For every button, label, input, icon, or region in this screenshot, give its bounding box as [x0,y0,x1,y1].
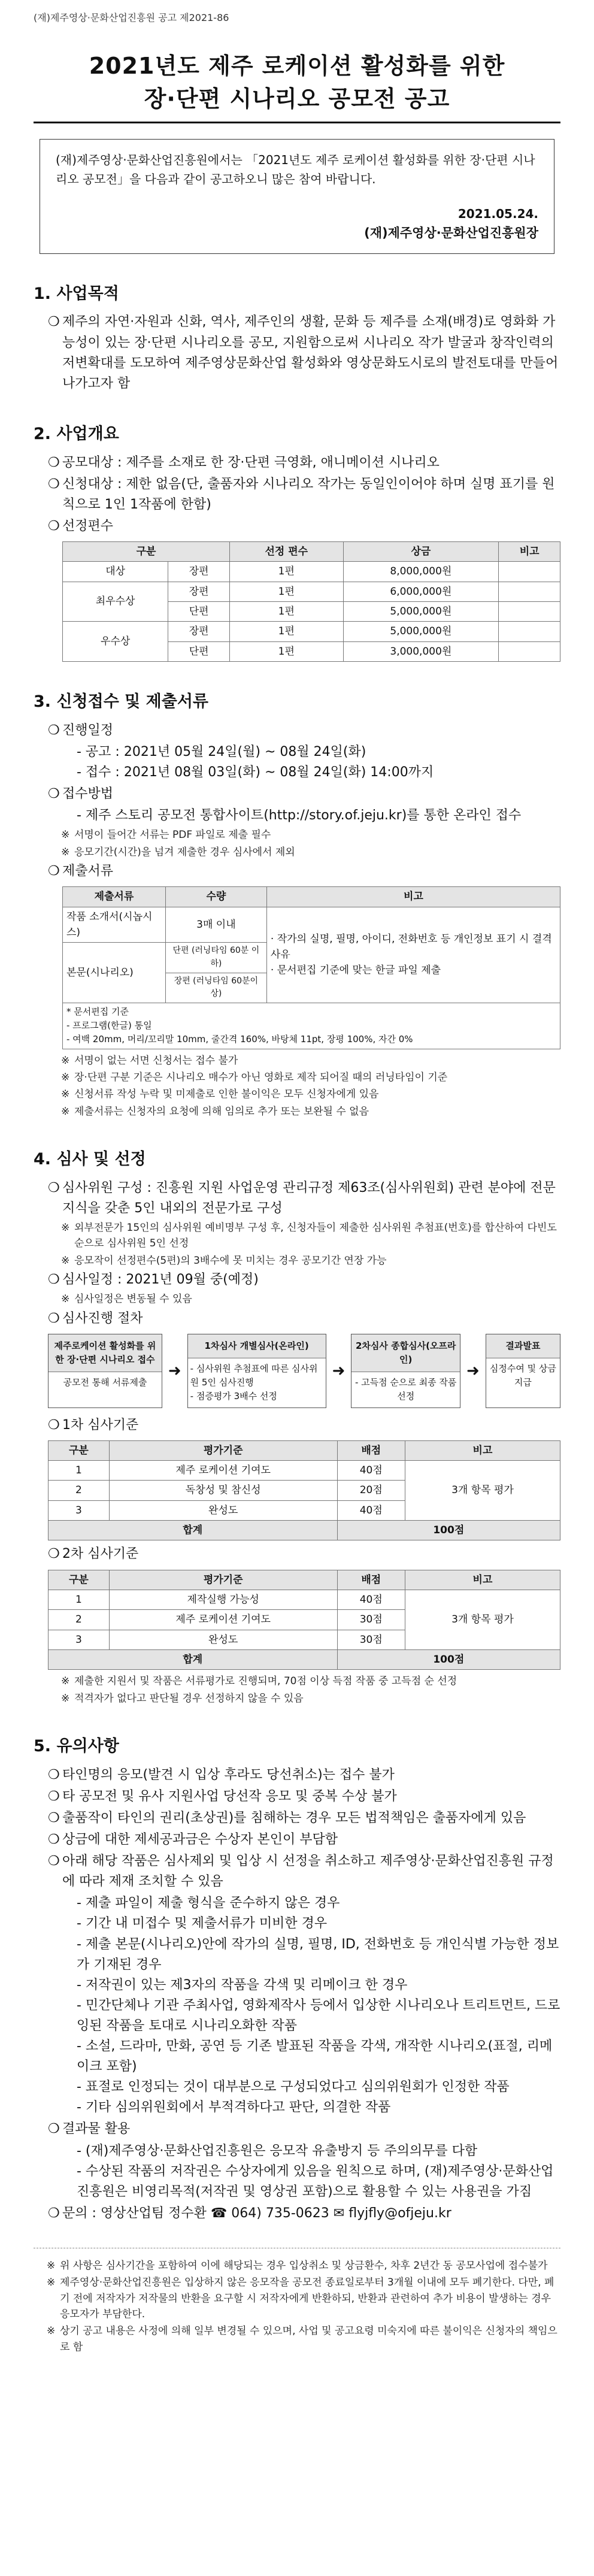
s3-note-4-text: 장·단편 구분 기준은 시나리오 매수가 아닌 영화로 제작 되어질 때의 러닝타임이 기준 [74,1071,448,1084]
flow-step-2 [187,1334,326,1408]
prize-type: 단편 [168,602,230,622]
s4-note-2 [48,1253,560,1269]
section-3-heading: 3. 신청접수 및 제출서류 [34,692,208,712]
circle-bullet-icon: ❍ [48,2121,60,2137]
table-row [63,622,560,641]
s5-item-text: 타 공모전 및 유사 지원사업 당선작 응모 및 중복 수상 불가 [62,1788,397,1804]
result-usage-item: - (재)제주영상·문화산업진흥원은 응모작 유출방지 등 주의의무를 다함 [77,2143,478,2159]
page-title-line2: 장·단편 시나리오 공모전 공고 [144,85,450,112]
s5-result-usage-text: 결과물 활용 [62,2121,131,2137]
prize-count: 1편 [230,562,344,582]
s4-note-1 [48,1220,560,1252]
doc-name: 작품 소개서(시놉시스) [63,907,166,943]
table-row [49,1521,560,1540]
crit-score: 40점 [337,1500,405,1520]
circle-bullet-icon: ❍ [48,518,60,534]
table-row [63,562,560,582]
schedule-announce: - 공고 : 2021년 05월 24일(월) ~ 08월 24일(화) [77,744,366,760]
round1-criteria-table [48,1440,560,1541]
round2-criteria-title [48,1544,560,1564]
doc-name: 본문(시나리오) [63,943,166,1003]
s5-item-text: 출품작이 타인의 권리(초상권)를 침해하는 경우 모든 법적책임은 출품자에게 있음 [62,1811,526,1826]
flow-step-4-title: 결과발표 [486,1334,560,1358]
s4-item1 [48,1178,560,1219]
crit-score: 40점 [337,1590,405,1609]
prize-amount: 6,000,000원 [343,582,499,601]
crit-total-label: 합계 [49,1521,338,1540]
circle-bullet-icon: ❍ [48,2205,60,2221]
crit-no: 2 [49,1481,110,1500]
s5-item [48,1851,560,1892]
flow-step-3-title: 2차심사 종합심사(오프라인) [351,1334,460,1373]
reference-mark-icon: ※ [61,1675,70,1688]
arrow-right-icon: ➜ [168,1361,181,1380]
s5-result-usage [48,2119,560,2139]
reference-mark-icon: ※ [61,1054,70,1067]
prize-note [499,562,560,582]
crit-head-no: 구분 [49,1570,110,1590]
exclusion-item: - 기간 내 미접수 및 제출서류가 미비한 경우 [77,1916,328,1932]
s5-item [48,1787,560,1807]
crit-head-no: 구분 [49,1440,110,1460]
document-number: (재)제주영상·문화산업진흥원 공고 제2021-86 [34,12,229,23]
result-usage-item: - 수상된 작품의 저작권은 수상자에게 있음을 원칙으로 하며, (재)제주영상·문화산업진흥원은 비영리목적(저작권 및 영상권 포함)으로 활용할 수 있는 사용권을 가짐 [77,2163,554,2199]
s2-item3 [48,516,560,537]
prize-amount: 5,000,000원 [343,622,499,641]
s4-note-4 [48,1673,560,1689]
section-2-heading: 2. 사업개요 [34,424,119,443]
documents-table [62,886,560,1049]
s4-note-3 [48,1291,560,1307]
criteria-head [49,1440,560,1460]
circle-bullet-icon: ❍ [48,786,60,802]
s3-note-5-text: 신청서류 작성 누락 및 미제출로 인한 불이익은 모두 신청자에게 있음 [74,1088,379,1101]
crit-head-criteria: 평가기준 [109,1570,337,1590]
crit-no: 1 [49,1590,110,1609]
prize-type: 장편 [168,622,230,641]
prize-count: 1편 [230,602,344,622]
intro-box [40,139,554,254]
section-4-heading: 4. 심사 및 선정 [34,1150,146,1169]
circle-bullet-icon: ❍ [48,1854,60,1869]
prize-amount: 5,000,000원 [343,602,499,622]
s3-note-1-text: 서명이 들어간 서류는 PDF 파일로 제출 필수 [74,829,271,841]
exclusion-item: - 제출 파일이 제출 형식을 준수하지 않은 경우 [77,1896,340,1911]
s5-item-text: 타인명의 응모(발견 시 입상 후라도 당선취소)는 접수 불가 [62,1767,395,1782]
flow-step-4-desc: 심정수여 및 상금지급 [489,1363,556,1388]
doc-note: · 작가의 실명, 필명, 아이디, 전화번호 등 개인정보 표기 시 결격사유 · 문서편집 기준에 맞는 한글 파일 제출 [266,907,560,1003]
s3-item1-text: 진행일정 [62,722,114,738]
reference-mark-icon: ※ [61,1071,70,1084]
s4-note-1-text: 외부전문가 15인의 심사위원 예비명부 구성 후, 신청자들이 제출한 심사위원 추첨표(번호)를 합산하여 다빈도 순으로 심사위원 5인 선정 [74,1222,557,1250]
circle-bullet-icon: ❍ [48,1310,60,1326]
crit-score: 20점 [337,1481,405,1500]
round2-criteria-title-text: 2차 심사기준 [62,1546,139,1562]
prize-type: 단편 [168,641,230,661]
s3-item1 [48,721,560,741]
flow-step-3-desc: - 고득점 순으로 최종 작품 선정 [355,1377,457,1402]
prize-amount: 3,000,000원 [343,641,499,661]
reference-mark-icon: ※ [61,1088,70,1101]
crit-name: 독창성 및 참신성 [109,1481,337,1500]
bottom-note-2 [34,2275,560,2322]
prize-grade: 우수상 [63,622,168,662]
crit-total-label: 합계 [49,1649,338,1669]
circle-bullet-icon: ❍ [48,476,60,492]
reference-mark-icon: ※ [61,1254,70,1267]
crit-head-note: 비고 [405,1570,560,1590]
prize-grade: 대상 [63,562,168,582]
crit-name: 제작실행 가능성 [109,1590,337,1609]
crit-total-value: 100점 [337,1521,560,1540]
prize-note [499,582,560,601]
schedule-receipt: - 접수 : 2021년 08월 03일(화) ~ 08월 24일(화) 14:00까지 [77,765,434,780]
crit-score: 40점 [337,1461,405,1481]
exclusion-item: - 저작권이 있는 제3자의 작품을 각색 및 리메이크 한 경우 [77,1977,408,1993]
crit-note: 3개 항목 평가 [405,1590,560,1649]
s4-item2-text: 심사일정 : 2021년 09월 중(예정) [62,1272,259,1288]
page-title-line1: 2021년도 제주 로케이션 활성화를 위한 [89,52,505,79]
flow-step-2-title: 1차심사 개별심사(온라인) [188,1334,326,1358]
circle-bullet-icon: ❍ [48,1832,60,1848]
s5-item [48,1830,560,1850]
s3-note-1 [48,827,560,843]
s2-item1-text: 공모대상 : 제주를 소재로 한 장·단편 극영화, 애니메이션 시나리오 [62,455,440,470]
flow-step-4 [486,1334,560,1408]
circle-bullet-icon: ❍ [48,1788,60,1804]
crit-head-criteria: 평가기준 [109,1440,337,1460]
doc-head-note: 비고 [266,887,560,907]
reference-mark-icon: ※ [61,829,70,841]
table-row [63,1003,560,1049]
circle-bullet-icon: ❍ [48,314,60,330]
crit-name: 완성도 [109,1500,337,1520]
s4-item3-text: 심사진행 절차 [62,1310,143,1326]
s3-item2 [48,784,560,804]
s3-note-2 [48,844,560,860]
circle-bullet-icon: ❍ [48,1180,60,1195]
prize-count: 1편 [230,641,344,661]
s1-body-text: 제주의 자연·자원과 신화, 역사, 제주인의 생활, 문화 등 제주를 소재(배경)로 영화화 가능성이 있는 장·단편 시나리오를 공모, 지원함으로써 시나리오 작가 발굴과 창작인력의 저변확대를 도모하여 제주영상문화산업 활성화와 영상문화도시로의 발전토대를 만들어 나가고자 함 [62,314,559,391]
contact-text: 문의 : 영상산업팀 정수환 ☎ 064) 735-0623 ✉ flyjfly@ofjeju.kr [62,2205,451,2221]
s5-item [48,1765,560,1785]
table-row [63,907,560,943]
table-row [49,1461,560,1481]
reference-mark-icon: ※ [61,1222,70,1234]
bottom-notes [34,2248,560,2355]
s4-item1-text: 심사위원 구성 : 진흥원 지원 사업운영 관리규정 제63조(심사위원회) 관련 분야에 전문지식을 갖춘 5인 내외의 전문가로 구성 [62,1180,556,1216]
prize-type: 장편 [168,582,230,601]
crit-name: 제주 로케이션 기여도 [109,1461,337,1481]
round1-criteria-title-text: 1차 심사기준 [62,1417,139,1433]
crit-total-value: 100점 [337,1649,560,1669]
doc-head-qty: 수량 [165,887,266,907]
exclusion-item: - 소설, 드라마, 만화, 공연 등 기존 발표된 작품을 각색, 개작한 시나리오(표절, 리메이크 포함) [77,2039,553,2075]
arrow-right-icon: ➜ [466,1361,480,1380]
intro-date: 2021.05.24. [457,206,538,221]
prize-note [499,622,560,641]
exclusion-item: - 기타 심의위원회에서 부적격하다고 판단, 의결한 작품 [77,2100,391,2115]
flow-step-1-desc: 공모전 통해 서류제출 [63,1377,147,1388]
bottom-note-3 [34,2323,560,2355]
bottom-note-1-text: 위 사항은 심사기간을 포함하여 이에 해당되는 경우 입상취소 및 상금환수, 차후 2년간 동 공모사업에 접수불가 [60,2259,548,2272]
documents-table-head [63,887,560,907]
prize-table [62,541,560,662]
table-row [49,1649,560,1669]
crit-name: 완성도 [109,1630,337,1649]
title-block [69,50,525,116]
s3-note-4 [48,1070,560,1085]
crit-no: 2 [49,1610,110,1630]
doc-qty: 장편 (러닝타임 60분이상) [165,973,266,1003]
s3-item3 [48,861,560,882]
prize-head-category: 구분 [63,542,230,562]
flow-step-2-desc: - 심사위원 추첨표에 따른 심사위원 5인 심사진행 - 점증평가 3배수 선정 [190,1363,318,1402]
submission-method: - 제주 스토리 공모전 통합사이트(http://story.of.jeju.kr)를 통한 온라인 접수 [77,808,522,824]
crit-no: 1 [49,1461,110,1481]
crit-no: 3 [49,1630,110,1649]
s3-note-5 [48,1086,560,1102]
s2-item1 [48,453,560,473]
doc-head-name: 제출서류 [63,887,166,907]
doc-qty: 3매 이내 [165,907,266,943]
s4-item2 [48,1270,560,1290]
crit-head-score: 배점 [337,1570,405,1590]
s5-contact [48,2203,560,2224]
prize-amount: 8,000,000원 [343,562,499,582]
s3-note-6-text: 제출서류는 신청자의 요청에 의해 임의로 추가 또는 보완될 수 없음 [74,1105,369,1118]
s1-body [48,312,560,393]
flow-step-1 [48,1334,162,1408]
intro-org: (재)제주영상·문화산업진흥원장 [364,225,538,240]
circle-bullet-icon: ❍ [48,1546,60,1562]
s3-note-6 [48,1104,560,1119]
section-5-heading: 5. 유의사항 [34,1736,119,1755]
reference-mark-icon: ※ [61,1105,70,1118]
intro-text: (재)제주영상·문화산업진흥원에서는 「2021년도 제주 로케이션 활성화를 위한 장·단편 시나리오 공모전」을 다음과 같이 공고하오니 많은 참여 바랍니다. [56,152,535,186]
doc-format-rule: * 문서편집 기준 - 프로그램(한글) 통일 - 여백 20mm, 머리/꼬리말 10mm, 줄간격 160%, 바탕체 11pt, 장평 100%, 자간 0% [63,1003,560,1049]
s5-item [48,1808,560,1829]
prize-head-count: 선정 편수 [230,542,344,562]
round1-criteria-title [48,1415,560,1436]
s3-item2-text: 접수방법 [62,786,114,802]
s4-note-5 [48,1691,560,1706]
prize-head-note: 비고 [499,542,560,562]
prize-note [499,641,560,661]
prize-count: 1편 [230,622,344,641]
s4-note-4-text: 제출한 지원서 및 작품은 서류평가로 진행되며, 70점 이상 득점 작품 중 고득점 순 선정 [74,1675,457,1688]
section-1-heading: 1. 사업목적 [34,284,119,303]
s5-item-text: 상금에 대한 제세공과금은 수상자 본인이 부담함 [62,1832,338,1848]
s4-note-2-text: 응모작이 선정편수(5편)의 3배수에 못 미치는 경우 공모기간 연장 가능 [74,1254,387,1267]
flow-step-1-title: 제주로케이션 활성화를 위한 장·단편 시나리오 접수 [49,1334,162,1373]
s5-item-text: 아래 해당 작품은 심사제외 및 입상 시 선정을 취소하고 제주영상·문화산업진흥원 규정에 따라 제재 조치할 수 있음 [62,1854,554,1890]
reference-mark-icon: ※ [47,2259,56,2272]
crit-score: 30점 [337,1610,405,1630]
s2-item3-text: 선정편수 [62,518,114,534]
s2-item2 [48,474,560,515]
crit-head-note: 비고 [405,1440,560,1460]
circle-bullet-icon: ❍ [48,455,60,470]
bottom-note-3-text: 상기 공고 내용은 사정에 의해 일부 변경될 수 있으며, 사업 및 공고요령 미숙지에 따른 불이익은 신청자의 책임으로 함 [60,2325,557,2353]
circle-bullet-icon: ❍ [48,1767,60,1782]
exclusion-item: - 제출 본문(시나리오)안에 작가의 실명, 필명, ID, 전화번호 등 개인식별 가능한 정보가 기재된 경우 [77,1936,559,1972]
s3-note-3-text: 서명이 없는 서면 신청서는 접수 불가 [74,1054,238,1067]
s3-item3-text: 제출서류 [62,864,114,879]
circle-bullet-icon: ❍ [48,1811,60,1826]
bottom-note-1 [34,2258,560,2274]
reference-mark-icon: ※ [47,2325,56,2338]
round2-criteria-table [48,1570,560,1670]
review-flow [48,1334,560,1408]
crit-no: 3 [49,1500,110,1520]
prize-count: 1편 [230,582,344,601]
reference-mark-icon: ※ [61,1692,70,1705]
crit-note: 3개 항목 평가 [405,1461,560,1521]
circle-bullet-icon: ❍ [48,722,60,738]
circle-bullet-icon: ❍ [48,1417,60,1433]
crit-score: 30점 [337,1630,405,1649]
s4-note-3-text: 심사일정은 변동될 수 있음 [74,1293,192,1306]
table-row [63,582,560,601]
s3-note-2-text: 응모기간(시간)을 넘겨 제출한 경우 심사에서 제외 [74,846,295,858]
doc-qty: 단편 (러닝타임 60분 이하) [165,943,266,973]
crit-name: 제주 로케이션 기여도 [109,1610,337,1630]
reference-mark-icon: ※ [61,1293,70,1306]
prize-note [499,602,560,622]
bottom-note-2-text: 제주영상·문화산업진흥원은 입상하지 않은 응모작을 공모전 종료일로부터 3개월 이내에 모두 폐기한다. 다만, 폐기 전에 저작자가 저작물의 반환을 요구할 시 저작자에게 반환하되, 반환과 관련하여 추가 비용이 발생하는 경우 응모자가 부담한다. [60,2277,554,2320]
reference-mark-icon: ※ [61,846,70,858]
s2-item2-text: 신청대상 : 제한 없음(단, 출품자와 시나리오 작가는 동일인이어야 하며 실명 표기를 원칙으로 1인 1작품에 한함) [62,476,555,512]
circle-bullet-icon: ❍ [48,1272,60,1288]
criteria-head [49,1570,560,1590]
flow-step-3 [351,1334,460,1408]
prize-table-head [63,542,560,562]
arrow-right-icon: ➜ [332,1361,346,1380]
exclusion-item: - 민간단체나 기관 주최사업, 영화제작사 등에서 입상한 시나리오나 트리트먼트, 드로잉된 작품을 토대로 시나리오화한 작품 [77,1997,560,2033]
prize-type: 장편 [168,562,230,582]
s3-note-3 [48,1053,560,1068]
title-divider [34,122,560,123]
s4-item3 [48,1309,560,1329]
prize-head-amount: 상금 [343,542,499,562]
prize-grade: 최우수상 [63,582,168,622]
table-row [49,1590,560,1609]
reference-mark-icon: ※ [47,2277,56,2289]
s4-note-5-text: 적격자가 없다고 판단될 경우 선정하지 않을 수 있음 [74,1692,304,1705]
exclusion-item: - 표절로 인정되는 것이 대부분으로 구성되었다고 심의위원회가 인정한 작품 [77,2079,510,2095]
crit-head-score: 배점 [337,1440,405,1460]
circle-bullet-icon: ❍ [48,864,60,879]
